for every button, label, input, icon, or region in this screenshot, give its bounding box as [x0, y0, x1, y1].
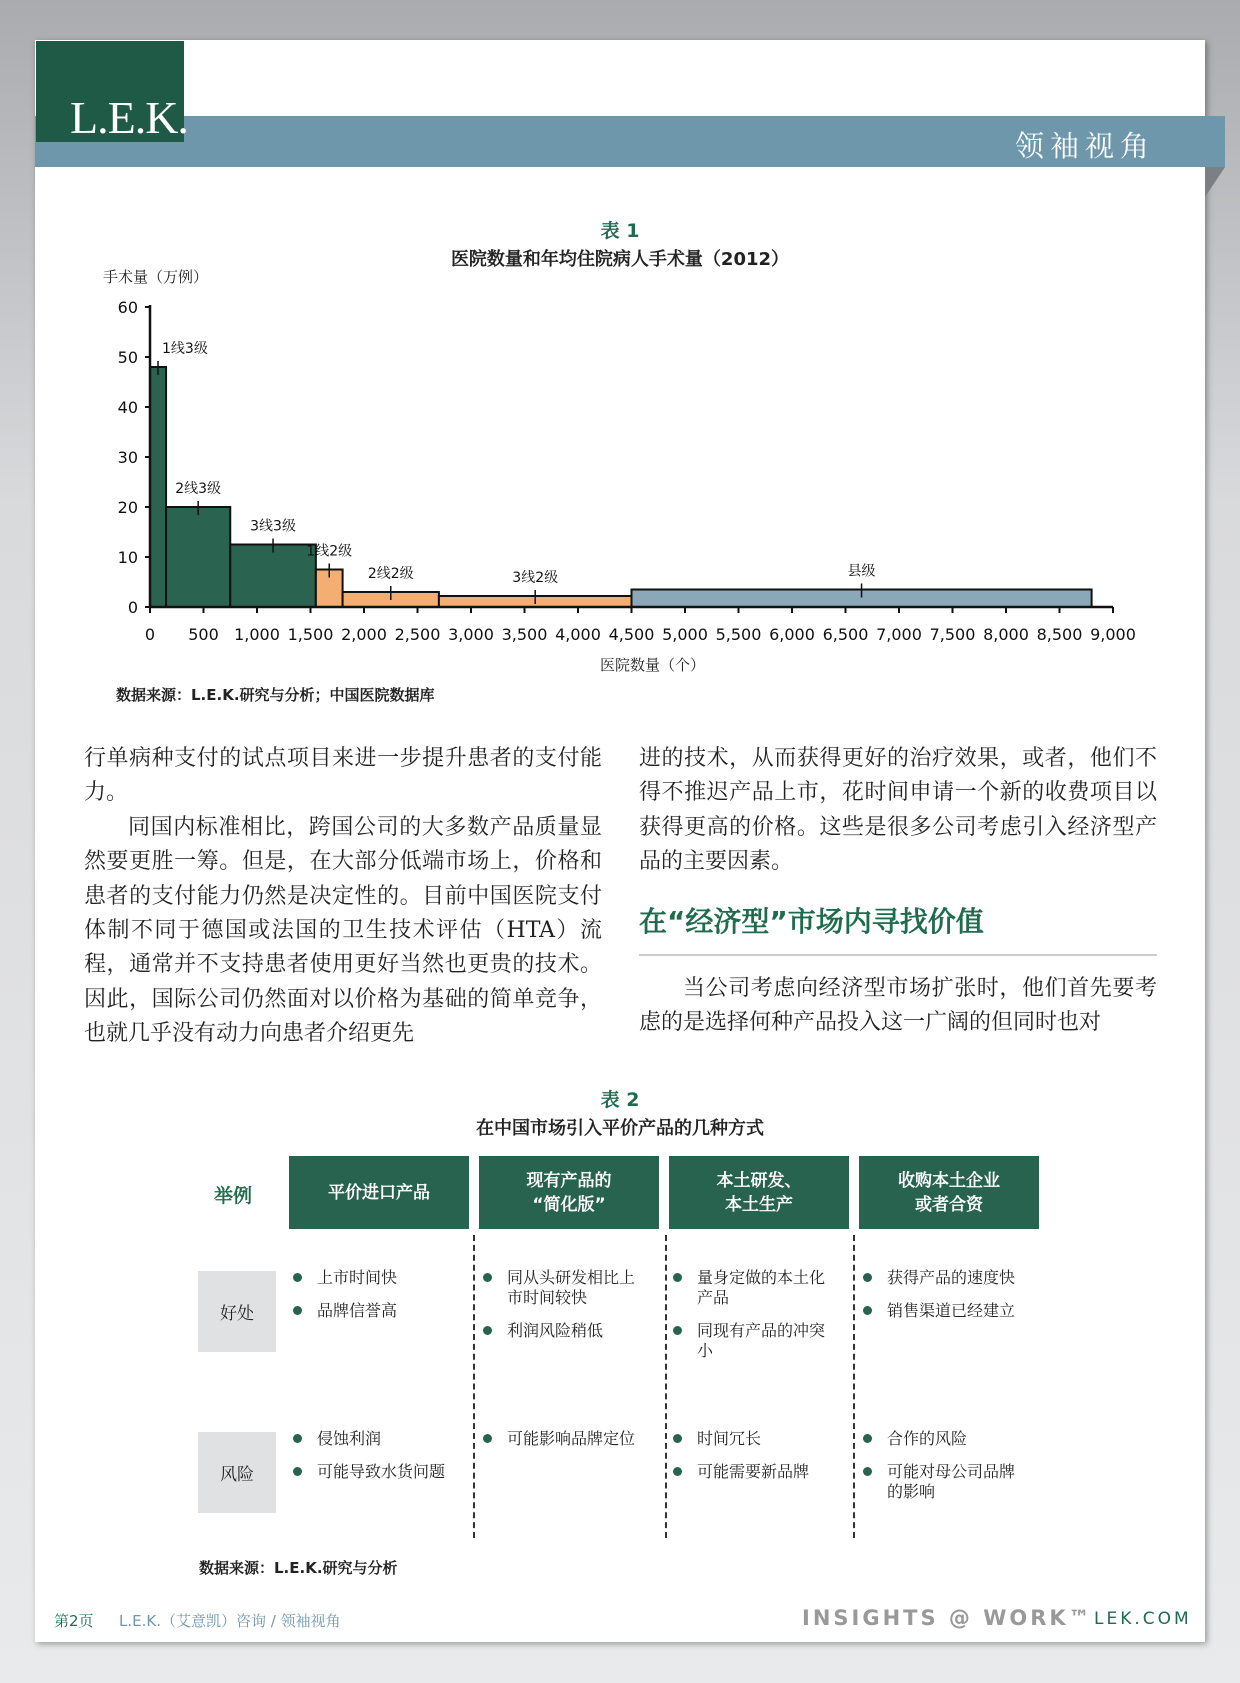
- x-tick-label: 2,500: [394, 625, 441, 644]
- bar-label: 3线2级: [512, 570, 559, 586]
- publication-name: L.E.K.（艾意凯）咨询 / 领袖视角: [119, 1612, 341, 1630]
- bullet-item: 可能导致水货问题: [293, 1462, 459, 1482]
- bar-2: [230, 545, 316, 608]
- section-title: 领袖视角: [1014, 129, 1155, 163]
- table-cell: [863, 1268, 1029, 1334]
- right-paragraph-1: 进的技术，从而获得更好的治疗效果，或者，他们不得不推迟产品上市，花时间申请一个新的收费项目以获得更高的价格。这些是很多公司考虑引入经济型产品的主要因素。: [639, 746, 1157, 875]
- x-tick-label: 3,000: [448, 625, 494, 644]
- bullet-item: 合作的风险: [863, 1429, 1029, 1449]
- left-paragraph-2: 同国内标准相比，跨国公司的大多数产品质量显然要更胜一筹。但是，在大部分低端市场上，价格和患者的支付能力仍然是决定性的。目前中国医院支付体制不同于德国或法国的卫生技术评估（HTA）流程，通常并不支持患者使用更好当然也更贵的技术。因此，国际公司仍然面对以价格为基础的简单竞争，也就几乎没有动力向患者介绍更先: [84, 814, 602, 1047]
- x-tick-label: 8,500: [1036, 625, 1083, 644]
- x-tick-label: 9,000: [1090, 625, 1136, 644]
- bullet-item: 可能对母公司品牌的影响: [863, 1462, 1029, 1502]
- x-tick-label: 4,500: [608, 625, 655, 644]
- bullet-item: 上市时间快: [293, 1268, 459, 1288]
- lek-logo: L.E.K.: [36, 41, 184, 142]
- column-header: 平价进口产品: [289, 1156, 469, 1229]
- table-cell: [673, 1268, 839, 1374]
- table-source: 数据来源：L.E.K.研究与分析: [199, 1559, 398, 1577]
- y-tick-label: 40: [117, 398, 138, 417]
- table-label: 表 2: [600, 1089, 640, 1111]
- bullet-item: 可能需要新品牌: [673, 1462, 839, 1482]
- x-axis-title: 医院数量（个）: [600, 656, 706, 674]
- bullet-item: 量身定做的本土化产品: [673, 1268, 839, 1308]
- row-label-risks: 风险: [198, 1432, 276, 1513]
- bar-label: 1线3级: [162, 341, 208, 357]
- table-cell: [863, 1429, 1029, 1515]
- page-number: 第2页: [54, 1612, 94, 1630]
- y-tick-label: 30: [117, 448, 138, 467]
- table-cell: [293, 1429, 459, 1495]
- bullet-item: 销售渠道已经建立: [863, 1301, 1029, 1321]
- column-divider: [853, 1235, 855, 1538]
- x-tick-label: 6,000: [769, 625, 815, 644]
- x-tick-label: 5,000: [662, 625, 708, 644]
- bullet-item: 可能影响品牌定位: [483, 1429, 649, 1449]
- chart-label: 表 1: [600, 220, 640, 242]
- bar-label: 2线3级: [175, 481, 222, 497]
- column-header: 收购本土企业 或者合资: [859, 1156, 1039, 1229]
- y-axis-title: 手术量（万例）: [103, 268, 209, 286]
- x-tick-label: 4,000: [555, 625, 601, 644]
- bar-label: 2线2级: [367, 566, 414, 582]
- y-tick-label: 20: [117, 498, 138, 517]
- table-corner: 举例: [214, 1185, 253, 1207]
- bullet-item: 同从头研发相比上市时间较快: [483, 1268, 649, 1308]
- x-tick-label: 7,000: [876, 625, 922, 644]
- bullet-item: 时间冗长: [673, 1429, 839, 1449]
- y-tick-label: 60: [117, 298, 138, 317]
- x-tick-label: 1,500: [287, 625, 334, 644]
- website-link[interactable]: LEK.COM: [1094, 1609, 1192, 1629]
- bullet-item: 获得产品的速度快: [863, 1268, 1029, 1288]
- x-tick-label: 8,000: [983, 625, 1029, 644]
- x-tick-label: 500: [188, 625, 219, 644]
- chart-source: 数据来源：L.E.K.研究与分析；中国医院数据库: [116, 686, 435, 704]
- bar-label: 1线2级: [306, 543, 353, 560]
- table-cell: [483, 1429, 649, 1462]
- column-divider: [665, 1235, 667, 1538]
- column-header: 本土研发、 本土生产: [669, 1156, 849, 1229]
- x-tick-label: 2,000: [341, 625, 387, 644]
- table-title: 在中国市场引入平价产品的几种方式: [476, 1118, 764, 1139]
- table-cell: [483, 1268, 649, 1354]
- table-cell: [293, 1268, 459, 1334]
- section-heading: 在“经济型”市场内寻找价值: [639, 902, 1157, 956]
- y-tick-label: 10: [117, 548, 138, 567]
- x-tick-label: 3,500: [501, 625, 548, 644]
- left-paragraph-1: 行单病种支付的试点项目来进一步提升患者的支付能力。: [84, 746, 602, 806]
- x-tick-label: 5,500: [715, 625, 762, 644]
- bar-1: [166, 507, 230, 607]
- bullet-item: 利润风险稍低: [483, 1321, 649, 1341]
- bar-label: 3线3级: [250, 518, 296, 535]
- x-tick-label: 7,500: [929, 625, 976, 644]
- bar-label: 县级: [847, 563, 876, 580]
- row-label-benefits: 好处: [198, 1271, 276, 1352]
- chart-title: 医院数量和年均住院病人手术量（2012）: [450, 249, 790, 270]
- x-tick-label: 6,500: [822, 625, 869, 644]
- column-divider: [473, 1235, 475, 1538]
- y-tick-label: 0: [127, 598, 138, 617]
- x-tick-label: 1,000: [234, 625, 280, 644]
- brand-tagline: INSIGHTS @ WORK™: [802, 1606, 1093, 1630]
- left-column: [84, 742, 602, 1052]
- right-column: [639, 742, 1157, 1040]
- bullet-item: 品牌信誉高: [293, 1301, 459, 1321]
- header-band: [35, 116, 1225, 167]
- y-tick-label: 50: [117, 348, 138, 367]
- bullet-item: 侵蚀利润: [293, 1429, 459, 1449]
- right-paragraph-2: 当公司考虑向经济型市场扩张时，他们首先要考虑的是选择何种产品投入这一广阔的但同时也对: [639, 975, 1157, 1036]
- table-cell: [673, 1429, 839, 1495]
- bar-0: [150, 367, 166, 607]
- x-tick-label: 0: [144, 625, 156, 644]
- bullet-item: 同现有产品的冲突小: [673, 1321, 839, 1361]
- column-header: 现有产品的 “简化版”: [479, 1156, 659, 1229]
